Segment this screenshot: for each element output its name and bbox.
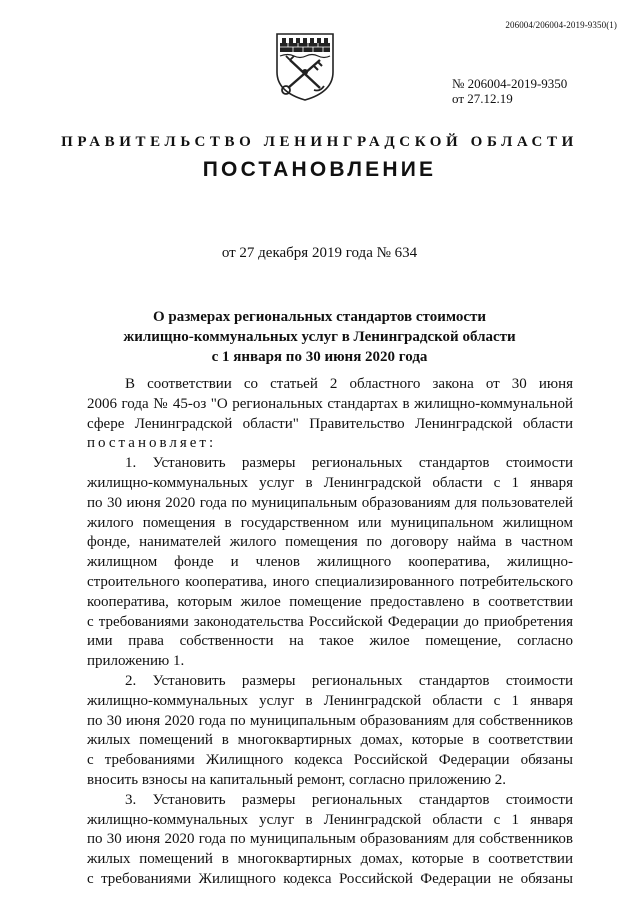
- registration-number: № 206004-2019-9350: [452, 76, 568, 91]
- body-line: приложению 1.: [87, 653, 185, 670]
- registration-stamp: [452, 76, 567, 106]
- body-line: жилищном фонде и членов жилищного кооператива, жилищно-: [87, 554, 573, 571]
- body-line: с требованиями законодательства Российской Федерации до приобретения: [87, 613, 573, 630]
- body-line: по 30 июня 2020 года по муниципальным образованиям для пользователей: [87, 494, 573, 511]
- body-line: с требованиями Жилищного кодекса Российской Федерации не обязаны: [87, 870, 573, 887]
- title-line: с 1 января по 30 июня 2020 года: [211, 349, 428, 365]
- document-id: 206004/206004-2019-9350(1): [505, 20, 617, 30]
- government-name: ПРАВИТЕЛЬСТВО ЛЕНИНГРАДСКОЙ ОБЛАСТИ: [61, 134, 578, 150]
- body-line: кооператива, которым жилое помещение предоставлено в соответствии: [87, 593, 573, 610]
- body-line: по 30 июня 2020 года по муниципальным образованиям для собственников: [87, 831, 573, 848]
- body-line: 3. Установить размеры региональных стандартов стоимости: [125, 791, 573, 808]
- document-title: [0, 307, 639, 367]
- body-line: жилых помещений в многоквартирных домах, которые в соответствии: [87, 732, 573, 749]
- body-line: 2. Установить размеры региональных стандартов стоимости: [125, 672, 573, 689]
- registration-date: от 27.12.19: [452, 91, 513, 106]
- body-line: по 30 июня 2020 года по муниципальным образованиям для собственников: [87, 712, 573, 729]
- body-line: фонде, нанимателей жилого помещения по договору найма в частном: [87, 534, 573, 551]
- document-type: ПОСТАНОВЛЕНИЕ: [202, 158, 437, 181]
- title-line: жилищно-коммунальных услуг в Ленинградской области: [123, 329, 516, 345]
- body-line: ими права собственности на такое жилое помещение, согласно: [87, 633, 573, 650]
- body-line: строительного кооператива, иного специализированного потребительского: [87, 573, 573, 590]
- body-line: 2006 года № 45-оз "О региональных стандартах в жилищно-коммунальной: [87, 395, 573, 412]
- body-line: 1. Установить размеры региональных стандартов стоимости: [125, 455, 573, 472]
- body-line: жилых помещений в многоквартирных домах, которые в соответствии: [87, 851, 573, 868]
- body-line: жилищно-коммунальных услуг в Ленинградской области с 1 января: [87, 692, 573, 709]
- coat-of-arms-icon: [274, 32, 336, 102]
- body-line: сфере Ленинградской области" Правительство Ленинградской области: [87, 415, 573, 432]
- body-line: В соответствии со статьей 2 областного закона от 30 июня: [125, 376, 573, 392]
- body-line: жилого помещения в государственном или муниципальном жилищном: [87, 514, 573, 531]
- document-date: от 27 декабря 2019 года № 634: [221, 245, 418, 261]
- body-line: постановляет:: [87, 435, 217, 452]
- body-line: жилищно-коммунальных услуг в Ленинградской области с 1 января: [87, 474, 573, 491]
- body-line: жилищно-коммунальных услуг в Ленинградской области с 1 января: [87, 811, 573, 828]
- title-line: О размерах региональных стандартов стоимости: [152, 309, 487, 325]
- body-line: вносить взносы на капитальный ремонт, согласно приложению 2.: [87, 771, 506, 788]
- body-line: с требованиями Жилищного кодекса Российской Федерации обязаны: [87, 752, 573, 769]
- document-body: [87, 375, 573, 890]
